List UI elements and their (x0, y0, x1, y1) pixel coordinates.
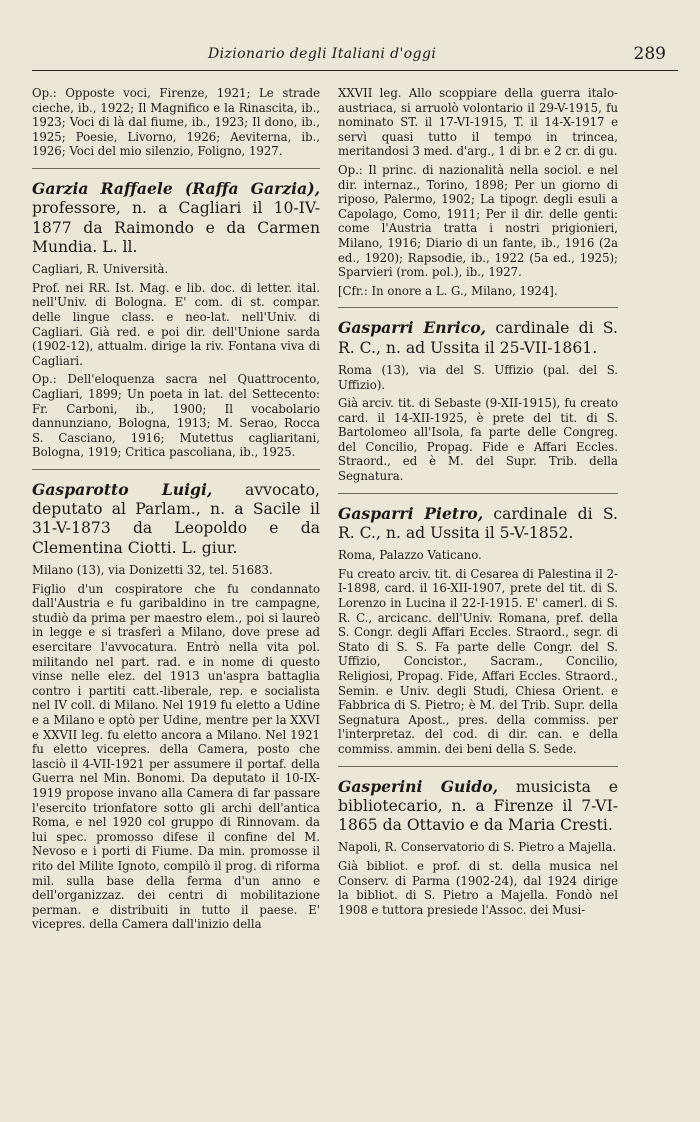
entry-biography: Già bibliot. e prof. di st. della musica nel Conserv. di Parma (1902-24), dal 1924 dirige la bibliot. di S. Pietro a Majella. Fondò nel 1908 e tuttora presiede l'Assoc. dei Musi- (338, 859, 618, 917)
entry-address: Roma (13), via del S. Uffizio (pal. del S. Uffizio). (338, 362, 618, 392)
entry-name: Gasparri Pietro, (338, 503, 484, 523)
right-column (338, 82, 618, 925)
entry-name: Garzia Raffaele (Raffa Garzia), (32, 178, 320, 198)
entry-address: Napoli, R. Conservatorio di S. Pietro a Majella. (338, 840, 617, 855)
entry-heading-text: avvocato, deputato al Parlam., n. a Sacile il 31-V-1873 da Leopoldo e da Clementina Ciotti. L. giur. (32, 480, 320, 557)
entry-heading (32, 179, 320, 257)
entry-divider (338, 493, 618, 494)
entry-divider (338, 307, 618, 308)
entry-heading (338, 318, 618, 358)
entry-works: Op.: Dell'eloquenza sacra nel Quattrocento, Cagliari, 1899; Un poeta in lat. del Settecento: Fr. Carboni, ib., 1900; Il vocabolario dannunziano, Bologna, 1913; M. Serao, Rocca S. Casciano, 1916; Mutettus cagliaritani, Bologna, 1919; Critica pascoliana, ib., 1925. (32, 372, 320, 460)
page-number: 289 (633, 44, 666, 64)
entry-divider (32, 168, 320, 169)
entry-gasparri-pietro (338, 504, 618, 757)
running-title: Dizionario degli Italiani d'oggi (208, 46, 437, 62)
entry-name: Gasparotto Luigi, (32, 479, 213, 499)
entry-gasperini (338, 777, 618, 918)
entry-heading-text: cardinale di S. R. C., n. ad Ussita il 5-V-1852. (338, 504, 618, 542)
entry-works: Op.: Il princ. di nazionalità nella sociol. e nel dir. internaz., Torino, 1898; Per un giorno di riposo, Palermo, 1902; La tipogr. degli esuli a Capolago, Como, 1911; Per il dir. delle genti: come l'Austria tratta i nostri prigionieri, Milano, 1916; Diario di un fante, ib., 1916 (2a ed., 1920); Rapsodie, ib., 1922 (5a ed., 1925); Sparvieri (rom. pol.), ib., 1927. (338, 162, 618, 280)
entry-career: Prof. nei RR. Ist. Mag. e lib. doc. di letter. ital. nell'Univ. di Bologna. E' com. di st. compar. delle lingue class. e neo-lat. nell'Univ. di Cagliari. Già red. e poi dir. dell'Unione sarda (1902-12), attualm. dirige la riv. Fontana viva di Cagliari. (32, 280, 320, 368)
entry-heading-text: professore, n. a Cagliari il 10-IV-1877 da Raimondo e da Carmen Mundia. L. ll. (32, 199, 320, 256)
left-column (32, 82, 320, 940)
entry-divider (32, 469, 320, 470)
running-header (32, 40, 678, 71)
entry-biography: Fu creato arciv. tit. di Cesarea di Palestina il 2-I-1898, card. il 16-XII-1907, prete del tit. di S. Lorenzo in Lucina il 22-I-1915. E' camerl. di S. R. C., arcicanc. dell'Univ. Romana, pref. della S. Congr. degli Affari Eccles. Straord., segr. di Stato di S. S. Fa parte delle Congr. del S. Uffizio, Concistor., Sacram., Concilio, Religiosi, Propag. Fide, Affari Eccles. Straord., Semin. e Univ. degli Studi, Chiesa Orient. e Fabbrica di S. Pietro; è M. del Trib. Supr. della Segnatura Apost., pres. della commiss. per l'interpretaz. del cod. di dir. can. e della commiss. ammin. dei beni della S. Sede. (338, 566, 618, 756)
entry-reference: [Cfr.: In onore a L. G., Milano, 1924]. (338, 283, 558, 298)
entry-name: Gasperini Guido, (338, 776, 499, 796)
entry-name: Gasparri Enrico, (338, 318, 487, 338)
entry-gasparotto (32, 480, 320, 932)
entry-address: Cagliari, R. Università. (32, 262, 169, 277)
entry-heading-text: cardinale di S. R. C., n. ad Ussita il 25-VII-1861. (338, 319, 618, 357)
entry-heading (32, 480, 320, 558)
entry-works-continued: Op.: Opposte voci, Firenze, 1921; Le strade cieche, ib., 1922; Il Magnifico e la Rinascita, ib., 1923; Voci di là dal fiume, ib., 1923; Il dono, ib., 1925; Poesie, Livorno, 1926; Aeviterna, ib., 1926; Voci del mio silenzio, Foligno, 1927. (32, 86, 320, 159)
entry-heading (338, 777, 618, 836)
entry-heading (338, 504, 618, 544)
entry-address: Milano (13), via Donizetti 32, tel. 51683. (32, 563, 273, 578)
entry-address: Roma, Palazzo Vaticano. (338, 548, 482, 563)
entry-gasparri-enrico (338, 318, 618, 483)
entry-biography-continued: XXVII leg. Allo scoppiare della guerra italo-austriaca, si arruolò volontario il 29-V-1915, fu nominato ST. il 17-VI-1915, T. il 14-X-1917 e servì quasi tutto il tempo in trincea, meritandosi 3 med. d'arg., 1 di br. e 2 cr. di gu. (338, 86, 618, 159)
entry-heading-text: musicista e bibliotecario, n. a Firenze il 7-VI-1865 da Ottavio e da Maria Cresti. (338, 777, 618, 835)
entry-garzia (32, 179, 320, 460)
entry-divider (338, 766, 618, 767)
entry-biography: Figlio d'un cospiratore che fu condannato dall'Austria e fu garibaldino in tre campagne, studiò da prima per maestro elem., poi si laureò in legge e si trasferì a Milano, dove prese ad esercitare l'avvocatura. Entrò nella vita pol. militando nel part. rad. e in nome di questo vinse nelle elez. del 1913 un'aspra battaglia contro i partiti catt.-liberale, rep. e socialista nel IV coll. di Milano. Nel 1919 fu eletto a Udine e a Milano e optò per Udine, mentre per la XXVI e XXVII leg. fu eletto ancora a Milano. Nel 1921 fu eletto vicepres. della Camera, posto che lasciò il 4-VII-1921 per assumere il portaf. della Guerra nel Min. Bonomi. Da deputato il 10-IX-1919 propose invano alla Camera di far passare l'esercito trionfatore sotto gli archi dell'antica Roma, e nel 1920 col gruppo di Rinnovam. da lui spec. promosso difese il confine del M. Nevoso e i porti di Fiume. Da min. promosse il rito del Milite Ignoto, compilò il prog. di riforma mil. sulla base della ferma d'un anno e dell'organizzaz. dei centri di mobilitazione perman. e distribuiti in tutto il paese. E' vicepres. della Camera dall'inizio della (32, 581, 320, 932)
entry-biography: Già arciv. tit. di Sebaste (9-XII-1915), fu creato card. il 14-XII-1925, è prete del tit. di S. Bartolomeo all'Isola, fa parte delle Congreg. del Concilio, Propag. Fide e Affari Eccles. Straord., ed è M. del Supr. Trib. della Segnatura. (338, 396, 618, 484)
